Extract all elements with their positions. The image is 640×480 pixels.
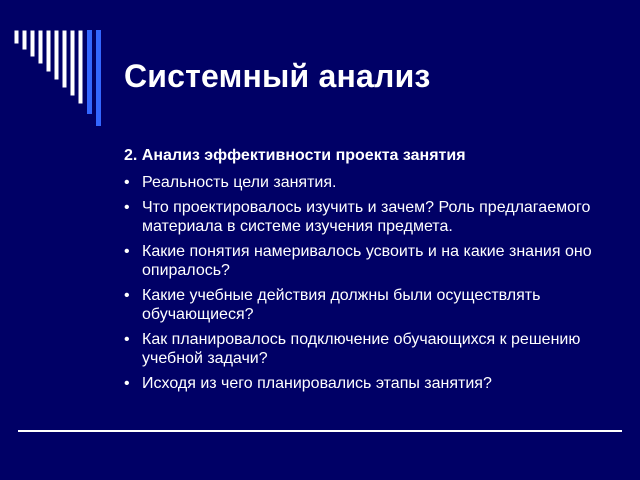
vertical-bars-decoration-icon bbox=[0, 0, 110, 130]
bullet-item bbox=[124, 286, 604, 324]
decor-bar-blue bbox=[87, 30, 92, 114]
decor-bar bbox=[14, 30, 19, 44]
bullet-item bbox=[124, 374, 604, 393]
bullet-item bbox=[124, 242, 604, 280]
slide-title: Системный анализ bbox=[124, 58, 431, 94]
bullet-item bbox=[124, 198, 604, 236]
decor-bar-blue bbox=[96, 30, 101, 126]
decor-bar bbox=[38, 30, 43, 64]
bullet-text: Какие учебные действия должны были осуществлять обучающиеся? bbox=[142, 287, 541, 323]
decor-bar bbox=[78, 30, 83, 104]
decor-bar bbox=[54, 30, 59, 80]
bullet-mark: • bbox=[124, 174, 130, 191]
bullet-text: Что проектировалось изучить и зачем? Роль предлагаемого материала в системе изучения предмета. bbox=[142, 199, 591, 235]
footer-divider bbox=[18, 430, 622, 432]
decor-bar bbox=[70, 30, 75, 96]
bullet-mark: • bbox=[124, 199, 130, 216]
bullet-mark: • bbox=[124, 287, 130, 304]
bullet-text: Какие понятия намеривалось усвоить и на какие знания оно опиралось? bbox=[142, 243, 592, 279]
section-heading: 2. Анализ эффективности проекта занятия bbox=[124, 147, 466, 164]
bullet-text: Как планировалось подключение обучающихся к решению учебной задачи? bbox=[142, 331, 581, 367]
decor-bar bbox=[22, 30, 27, 50]
bullet-mark: • bbox=[124, 331, 130, 348]
decor-bar bbox=[46, 30, 51, 72]
slide-content bbox=[124, 146, 604, 399]
bullet-item bbox=[124, 330, 604, 368]
bullet-text: Исходя из чего планировались этапы занятия? bbox=[142, 375, 492, 392]
decor-bar bbox=[62, 30, 67, 88]
bullet-mark: • bbox=[124, 243, 130, 260]
bullet-mark: • bbox=[124, 375, 130, 392]
decor-bar bbox=[30, 30, 35, 57]
bullet-text: Реальность цели занятия. bbox=[142, 174, 337, 191]
bullet-item bbox=[124, 173, 604, 192]
